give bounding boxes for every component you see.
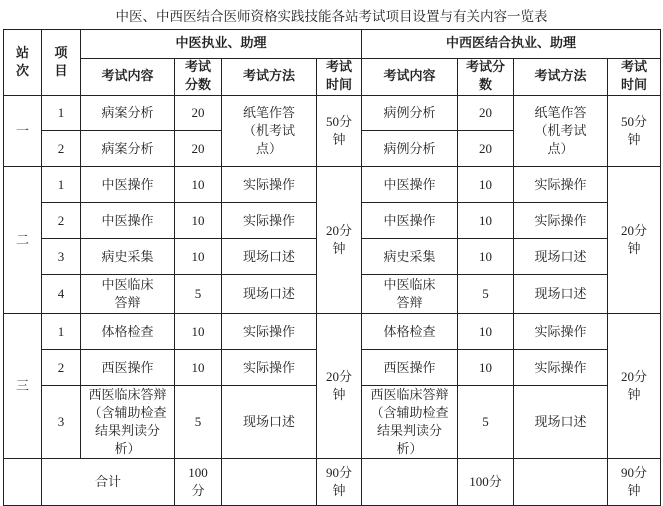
table-title: 中医、中西医结合医师资格实践技能各站考试项目设置与有关内容一览表 bbox=[115, 9, 548, 24]
tcm-content: 体格检查 bbox=[81, 314, 175, 350]
item-no: 2 bbox=[42, 203, 81, 239]
tcm-method: 纸笔作答（机考试点） bbox=[222, 96, 317, 167]
int-content: 中医操作 bbox=[362, 167, 458, 203]
table-row bbox=[4, 167, 661, 203]
tcm-content: 病史采集 bbox=[81, 239, 175, 275]
tcm-method: 实际操作 bbox=[222, 314, 317, 350]
header-station: 站次 bbox=[4, 30, 42, 96]
tcm-score: 5 bbox=[175, 386, 222, 459]
tcm-content: 病案分析 bbox=[81, 131, 175, 167]
tcm-score: 20 bbox=[175, 96, 222, 131]
header-tcm-time: 考试时间 bbox=[317, 59, 362, 96]
item-no: 1 bbox=[42, 314, 81, 350]
header-group-tcm: 中医执业、助理 bbox=[81, 30, 362, 59]
int-method: 实际操作 bbox=[514, 203, 608, 239]
table-row bbox=[4, 96, 661, 131]
total-int-content-empty bbox=[362, 459, 458, 506]
header-int-method: 考试方法 bbox=[514, 59, 608, 96]
tcm-score: 10 bbox=[175, 203, 222, 239]
header-item: 项目 bbox=[42, 30, 81, 96]
int-content: 病例分析 bbox=[362, 96, 458, 131]
tcm-content: 中医临床答辩 bbox=[81, 275, 175, 314]
int-score: 20 bbox=[458, 131, 514, 167]
item-no: 2 bbox=[42, 131, 81, 167]
int-score: 10 bbox=[458, 167, 514, 203]
int-content: 病例分析 bbox=[362, 131, 458, 167]
int-score: 20 bbox=[458, 96, 514, 131]
station-cell: 一 bbox=[4, 96, 42, 167]
tcm-method: 实际操作 bbox=[222, 203, 317, 239]
total-tcm-method-empty bbox=[222, 459, 317, 506]
int-content: 西医临床答辩（含辅助检查结果判读分析） bbox=[362, 386, 458, 459]
item-no: 1 bbox=[42, 96, 81, 131]
total-int-method-empty bbox=[514, 459, 608, 506]
station-cell: 二 bbox=[4, 167, 42, 314]
tcm-content: 西医临床答辩（含辅助检查结果判读分析） bbox=[81, 386, 175, 459]
header-int-time: 考试时间 bbox=[608, 59, 661, 96]
table-row bbox=[4, 314, 661, 350]
tcm-method: 现场口述 bbox=[222, 386, 317, 459]
int-content: 西医操作 bbox=[362, 350, 458, 386]
total-tcm-score: 100分 bbox=[175, 459, 222, 506]
int-method: 现场口述 bbox=[514, 275, 608, 314]
total-station-empty bbox=[4, 459, 42, 506]
item-no: 3 bbox=[42, 239, 81, 275]
tcm-score: 20 bbox=[175, 131, 222, 167]
tcm-time: 20分钟 bbox=[317, 314, 362, 459]
int-method: 现场口述 bbox=[514, 239, 608, 275]
tcm-time: 20分钟 bbox=[317, 167, 362, 314]
tcm-score: 10 bbox=[175, 350, 222, 386]
total-label: 合计 bbox=[42, 459, 175, 506]
exam-table bbox=[3, 29, 661, 506]
tcm-score: 10 bbox=[175, 239, 222, 275]
header-tcm-content: 考试内容 bbox=[81, 59, 175, 96]
int-time: 20分钟 bbox=[608, 314, 661, 459]
tcm-method: 现场口述 bbox=[222, 275, 317, 314]
item-no: 2 bbox=[42, 350, 81, 386]
header-tcm-method: 考试方法 bbox=[222, 59, 317, 96]
tcm-content: 中医操作 bbox=[81, 167, 175, 203]
int-score: 10 bbox=[458, 314, 514, 350]
tcm-method: 现场口述 bbox=[222, 239, 317, 275]
int-score: 10 bbox=[458, 350, 514, 386]
tcm-score: 10 bbox=[175, 314, 222, 350]
tcm-time: 50分钟 bbox=[317, 96, 362, 167]
tcm-method: 实际操作 bbox=[222, 350, 317, 386]
tcm-score: 10 bbox=[175, 167, 222, 203]
int-content: 病史采集 bbox=[362, 239, 458, 275]
tcm-content: 病案分析 bbox=[81, 96, 175, 131]
int-method: 纸笔作答（机考试点） bbox=[514, 96, 608, 167]
item-no: 3 bbox=[42, 386, 81, 459]
item-no: 1 bbox=[42, 167, 81, 203]
int-method: 实际操作 bbox=[514, 314, 608, 350]
header-row-2 bbox=[4, 59, 661, 96]
header-row-1 bbox=[4, 30, 661, 59]
tcm-content: 西医操作 bbox=[81, 350, 175, 386]
int-content: 中医临床答辩 bbox=[362, 275, 458, 314]
header-int-content: 考试内容 bbox=[362, 59, 458, 96]
int-method: 现场口述 bbox=[514, 386, 608, 459]
int-time: 20分钟 bbox=[608, 167, 661, 314]
int-content: 体格检查 bbox=[362, 314, 458, 350]
int-time: 50分钟 bbox=[608, 96, 661, 167]
total-tcm-time: 90分钟 bbox=[317, 459, 362, 506]
int-score: 10 bbox=[458, 239, 514, 275]
header-group-integrated: 中西医结合执业、助理 bbox=[362, 30, 661, 59]
header-int-score: 考试分数 bbox=[458, 59, 514, 96]
header-tcm-score: 考试分数 bbox=[175, 59, 222, 96]
int-method: 实际操作 bbox=[514, 167, 608, 203]
item-no: 4 bbox=[42, 275, 81, 314]
int-score: 10 bbox=[458, 203, 514, 239]
int-content: 中医操作 bbox=[362, 203, 458, 239]
total-row bbox=[4, 459, 661, 506]
tcm-method: 实际操作 bbox=[222, 167, 317, 203]
int-score: 5 bbox=[458, 386, 514, 459]
tcm-content: 中医操作 bbox=[81, 203, 175, 239]
int-score: 5 bbox=[458, 275, 514, 314]
station-cell: 三 bbox=[4, 314, 42, 459]
total-int-time: 90分钟 bbox=[608, 459, 661, 506]
total-int-score: 100分 bbox=[458, 459, 514, 506]
int-method: 实际操作 bbox=[514, 350, 608, 386]
tcm-score: 5 bbox=[175, 275, 222, 314]
